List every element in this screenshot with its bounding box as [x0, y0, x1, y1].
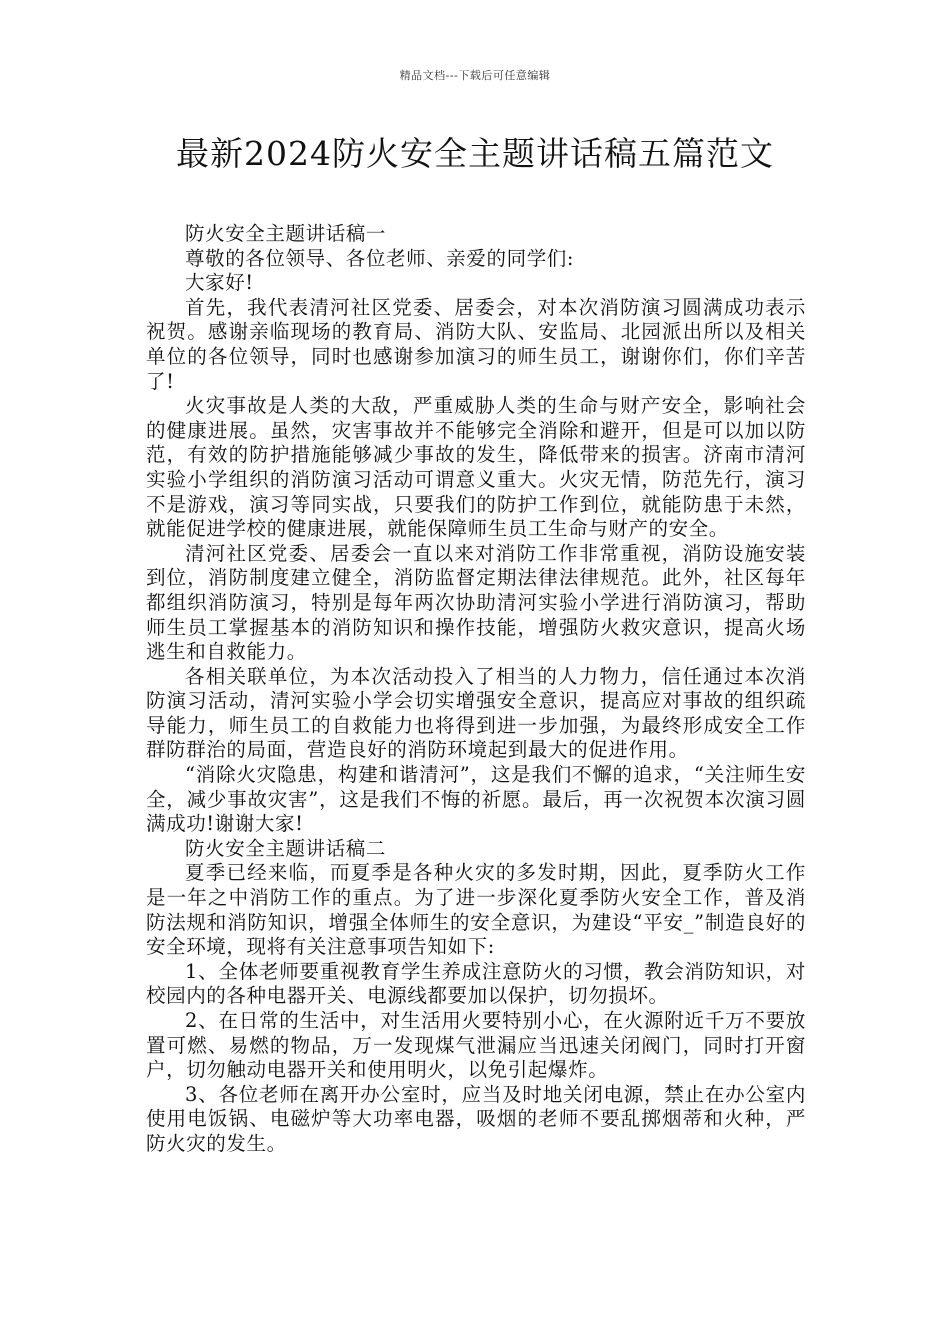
salutation: 尊敬的各位领导、各位老师、亲爱的同学们: [185, 246, 575, 270]
section-heading-2: 防火安全主题讲话稿二 [185, 836, 387, 860]
paragraph: “消除火灾隐患，构建和谐清河”，这是我们不懈的追求，“关注师生安全，减少事故灾害”，这是我们不悔的祈愿。最后，再一次祝贺本次演习圆满成功!谢谢大家! [146, 763, 806, 836]
document-title: 最新2024防火安全主题讲话稿五篇范文 [176, 134, 774, 173]
paragraph: 各相关联单位，为本次活动投入了相当的人力物力，信任通过本次消防演习活动，清河实验小学会切实增强安全意识，提高应对事故的组织疏导能力，师生员工的自救能力也将得到进一步加强，为最终形成安全工作群防群治的局面，营造良好的消防环境起到最大的促进作用。 [146, 664, 806, 762]
paragraph: 火灾事故是人类的大敌，严重威胁人类的生命与财产安全，影响社会的健康进展。虽然，灾害事故并不能够完全消除和避开，但是可以加以防范，有效的防护措施能够减少事故的发生，降低带来的损害。济南市清河实验小学组织的消防演习活动可谓意义重大。火灾无情，防范先行，演习不是游戏，演习等同实战，只要我们的防护工作到位，就能防患于未然，就能促进学校的健康进展，就能保障师生员工生命与财产的安全。 [146, 394, 806, 541]
paragraph: 首先，我代表清河社区党委、居委会，对本次消防演习圆满成功表示祝贺。感谢亲临现场的教育局、消防大队、安监局、北园派出所以及相关单位的各位领导，同时也感谢参加演习的师生员工，谢谢你们，你们辛苦了! [146, 295, 806, 393]
header-note: 精品文档---下载后可任意编辑 [399, 69, 551, 82]
section-heading-1: 防火安全主题讲话稿一 [185, 222, 387, 245]
list-item: 3、各位老师在离开办公室时，应当及时地关闭电源，禁止在办公室内使用电饭锅、电磁炉等大功率电器，吸烟的老师不要乱掷烟蒂和火种，严防火灾的发生。 [146, 1082, 806, 1155]
document-body [146, 222, 806, 1157]
paragraph: 夏季已经来临，而夏季是各种火灾的多发时期，因此，夏季防火工作是一年之中消防工作的重点。为了进一步深化夏季防火安全工作，普及消防法规和消防知识，增强全体师生的安全意识，为建设“平安_”制造良好的安全环境，现将有关注意事项告知如下: [146, 861, 806, 959]
list-item: 1、全体老师要重视教育学生养成注意防火的习惯，教会消防知识，对校园内的各种电器开关、电源线都要加以保护，切勿损坏。 [146, 959, 806, 1008]
greeting: 大家好! [185, 271, 254, 295]
list-item: 2、在日常的生活中，对生活用火要特别小心，在火源附近千万不要放置可燃、易燃的物品，万一发现煤气泄漏应当迅速关闭阀门，同时打开窗户，切勿触动电器开关和使用明火，以免引起爆炸。 [146, 1009, 806, 1082]
paragraph: 清河社区党委、居委会一直以来对消防工作非常重视，消防设施安装到位，消防制度建立健全，消防监督定期法律法律规范。此外，社区每年都组织消防演习，特别是每年两次协助清河实验小学进行消防演习，帮助师生员工掌握基本的消防知识和操作技能，增强防火救灾意识，提高火场逃生和自救能力。 [146, 541, 806, 664]
